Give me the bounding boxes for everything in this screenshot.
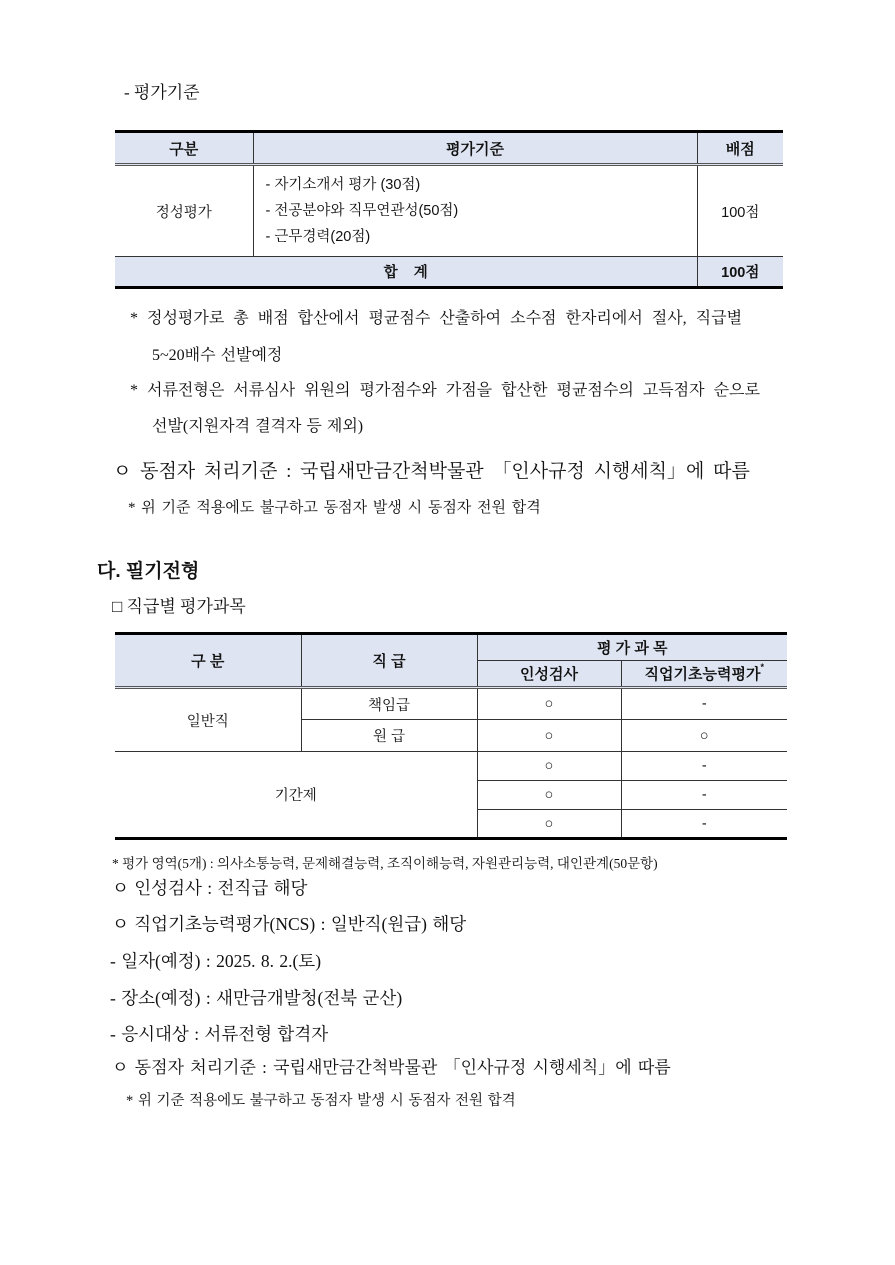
grade-cell: 원 급 [301,720,477,752]
note-quality-eval-line2: 5~20배수 선발예정 [152,347,283,364]
personality-cell: ○ [477,781,621,810]
personality-cell: ○ [477,752,621,781]
table1-total-points-cell: 100점 [697,257,783,288]
period-category-cell: 기간제 [115,752,477,839]
bullet-ncs-test: ㅇ 직업기초능력평가(NCS) : 일반직(원급) 해당 [112,914,467,934]
table2-row-general-chief [115,688,787,720]
intro-line: - 평가기준 [124,83,200,102]
table1-category-cell: 정성평가 [115,165,253,257]
table2-header-ncs-label: 직업기초능력평가 [644,666,761,683]
table2-header-personality: 인성검사 [477,661,621,688]
personality-cell: ○ [477,810,621,839]
table2-header-row1 [115,634,787,661]
tiebreaker2-note: * 위 기준 적용에도 불구하고 동점자 발생 시 동점자 전원 합격 [126,1093,516,1109]
ncs-cell: - [621,752,787,781]
table2-header-ncs [621,661,787,688]
table2-row-period-1 [115,752,787,781]
table2-header-ncs-footnote-mark: * [760,662,764,672]
evaluation-criteria-table [115,130,783,289]
written-test-subjects-table [115,632,787,840]
ncs-cell: - [621,810,787,839]
personality-cell: ○ [477,720,621,752]
note-doc-screening-line1: * 서류전형은 서류심사 위원의 평가점수와 가점을 합산한 평균점수의 고득점자 순으로 [130,382,760,399]
table1-points-cell: 100점 [697,165,783,257]
criteria-item: - 자기소개서 평가 (30점) [265,177,421,193]
table1-body-row [115,165,783,257]
bullet-test-place: - 장소(예정) : 새만금개발청(전북 군산) [110,988,403,1008]
note-doc-screening-line2: 선발(지원자격 결격자 등 제외) [152,418,364,435]
table2-header-grade: 직 급 [301,634,477,688]
table1-criteria-cell [253,165,697,257]
criteria-item: - 근무경력(20점) [265,229,371,245]
ncs-cell: ○ [621,720,787,752]
table1-header-points: 배점 [697,132,783,165]
note-quality-eval-line1: * 정성평가로 총 배점 합산에서 평균점수 산출하여 소수점 한자리에서 절사, 직급별 [130,310,743,327]
note-evaluation-areas: * 평가 영역(5개) : 의사소통능력, 문제해결능력, 조직이해능력, 자원관리능력, 대인관계(50문항) [112,856,658,871]
ncs-cell: - [621,688,787,720]
bullet-eligibility: - 응시대상 : 서류전형 합격자 [110,1024,329,1044]
table1-total-label-cell: 합 계 [115,257,697,288]
general-category-cell: 일반직 [115,688,301,752]
tiebreaker-rule-line: ㅇ 동점자 처리기준 : 국립새만금간척박물관 「인사규정 시행세칙」에 따름 [113,461,750,482]
table1-header-category: 구분 [115,132,253,165]
ncs-cell: - [621,781,787,810]
section-subheading: □ 직급별 평가과목 [112,597,246,616]
table1-total-row [115,257,783,288]
personality-cell: ○ [477,688,621,720]
bullet-test-date: - 일자(예정) : 2025. 8. 2.(토) [110,951,322,971]
table1-header-criteria: 평가기준 [253,132,697,165]
grade-cell: 책임급 [301,688,477,720]
criteria-item: - 전공분야와 직무연관성(50점) [265,203,459,219]
table1-header-row [115,132,783,165]
tiebreaker-rule-note: * 위 기준 적용에도 불구하고 동점자 발생 시 동점자 전원 합격 [128,500,541,516]
table2-header-subjects-group: 평 가 과 목 [477,634,787,661]
bullet-tiebreaker2: ㅇ 동점자 처리기준 : 국립새만금간척박물관 「인사규정 시행세칙」에 따름 [112,1058,671,1077]
section-heading: 다. 필기전형 [97,561,200,582]
table2-header-category: 구 분 [115,634,301,688]
bullet-personality-test: ㅇ 인성검사 : 전직급 해당 [112,878,308,898]
